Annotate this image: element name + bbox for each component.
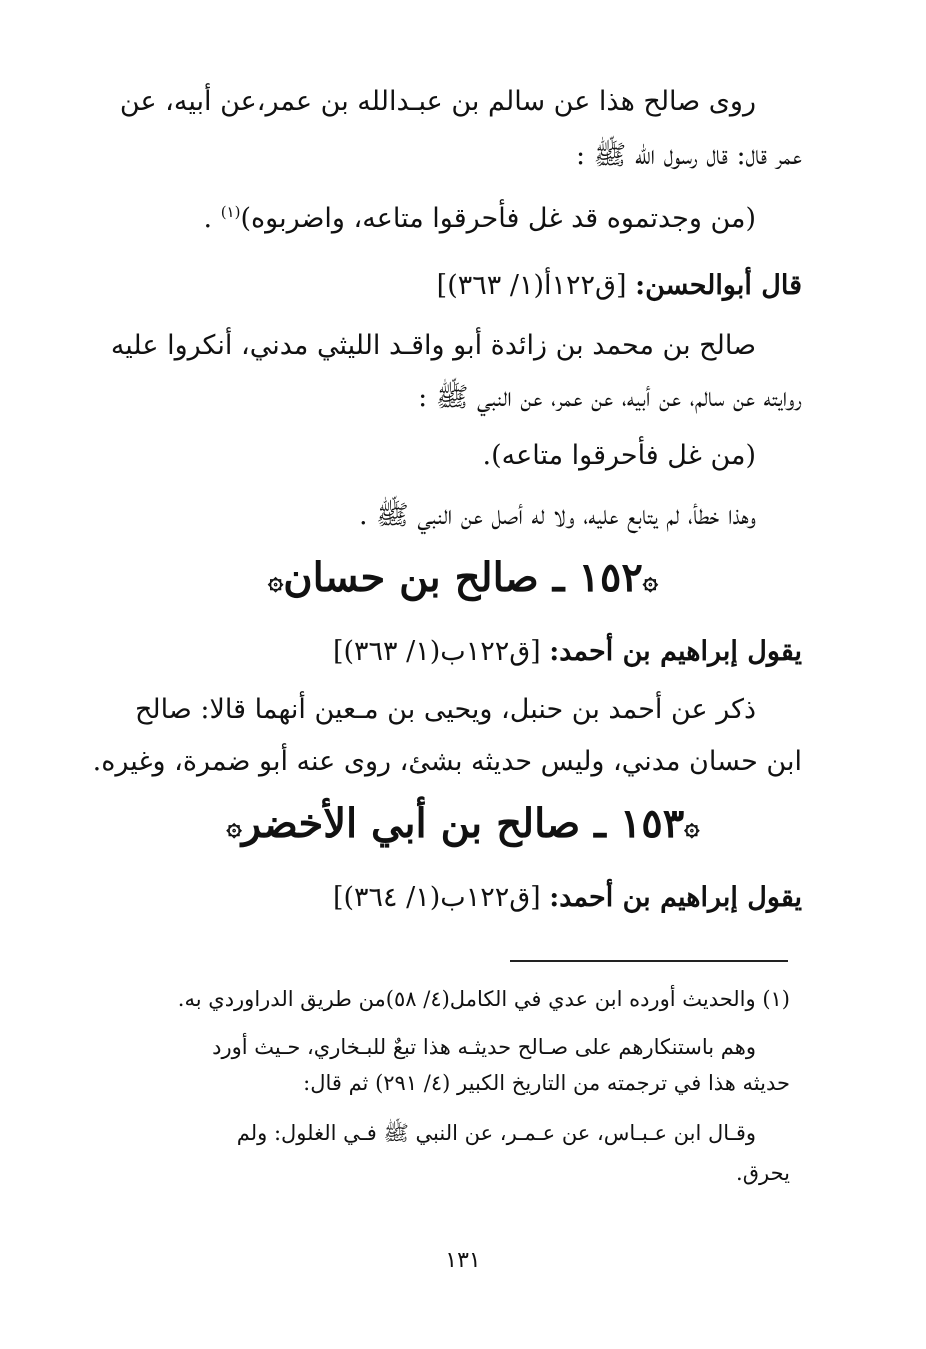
ornament-icon: ۞ xyxy=(642,566,659,596)
ornament-icon: ۞ xyxy=(684,812,700,842)
hadith-quote: (من وجدتموه قد غل فأحرقوا متاعه، واضربوه)$^{(١)}$ . xyxy=(203,203,756,234)
footnote-line: وهم باستنكارهم على صـالح حديثـه هذا تبعٌ للبـخاري، حـيث أورد xyxy=(212,1035,756,1059)
heading-label: قال أبوالحسن: xyxy=(635,270,802,301)
footnote-line: (١) والحديث أورده ابن عدي في الكامل(٤/ ٥٨)من طريق الدراوردي به. xyxy=(177,987,790,1011)
heading-label: يقول إبراهيم بن أحمد: xyxy=(549,882,802,913)
text-line: ابن حسان مدني، وليس حديثه بشئ، روى عنه أبو ضمرة، وغيره. xyxy=(92,746,802,777)
section-heading xyxy=(130,632,802,672)
section-heading xyxy=(130,266,802,306)
text-line: ذكر عن أحمد بن حنبل، ويحيى بن مـعين أنهما قالا: صالح xyxy=(135,694,756,725)
entry-title: ۞١٥٢ ـ صالح بن حسان۞ xyxy=(267,554,659,601)
text-line: صالح بن محمد بن زائدة أبو واقـد الليثي مدني، أنكروا عليه xyxy=(110,330,756,361)
ornament-icon: ۞ xyxy=(226,812,242,842)
page-number: ١٣١ xyxy=(445,1248,481,1273)
footnote-line: وقـال ابن عـبـاس، عن عـمـر، عن النبي ﷺ فـي الغلول: ولم xyxy=(236,1121,756,1145)
hadith-quote: (من غل فأحرقوا متاعه). xyxy=(482,440,756,471)
text-line: روى صالح هذا عن سالم بن عبـدالله بن عمر،عن أبيه، عن xyxy=(119,86,756,117)
text-line: وهذا خطأ، لم يتابع عليه، ولا له أصل عن النبي ﷺ . xyxy=(359,500,756,531)
footnote-ref: (١) xyxy=(220,203,241,221)
manuscript-ref: [ق١٢٢ب(١/ ٣٦٣)] xyxy=(332,636,550,667)
manuscript-ref: [ق١٢٢ب(١/ ٣٦٤)] xyxy=(332,882,550,913)
footnote-line: حديثه هذا في ترجمته من التاريخ الكبير (٤/ ٢٩١) ثم قال: xyxy=(303,1071,790,1095)
footnote-divider xyxy=(510,960,788,962)
text-line: عمر قال: قال رسول الله ﷺ : xyxy=(576,140,802,171)
entry-title: ۞١٥٣ ـ صالح بن أبي الأخضر۞ xyxy=(226,800,700,847)
ornament-icon: ۞ xyxy=(267,566,284,596)
footnote-line: يحرق. xyxy=(736,1161,790,1185)
section-heading xyxy=(130,878,802,918)
manuscript-ref: [ق١٢٢أ(١/ ٣٦٣)] xyxy=(436,270,636,301)
text-line: روايته عن سالم، عن أبيه، عن عمر، عن النبي ﷺ : xyxy=(418,382,802,413)
heading-label: يقول إبراهيم بن أحمد: xyxy=(549,636,802,667)
